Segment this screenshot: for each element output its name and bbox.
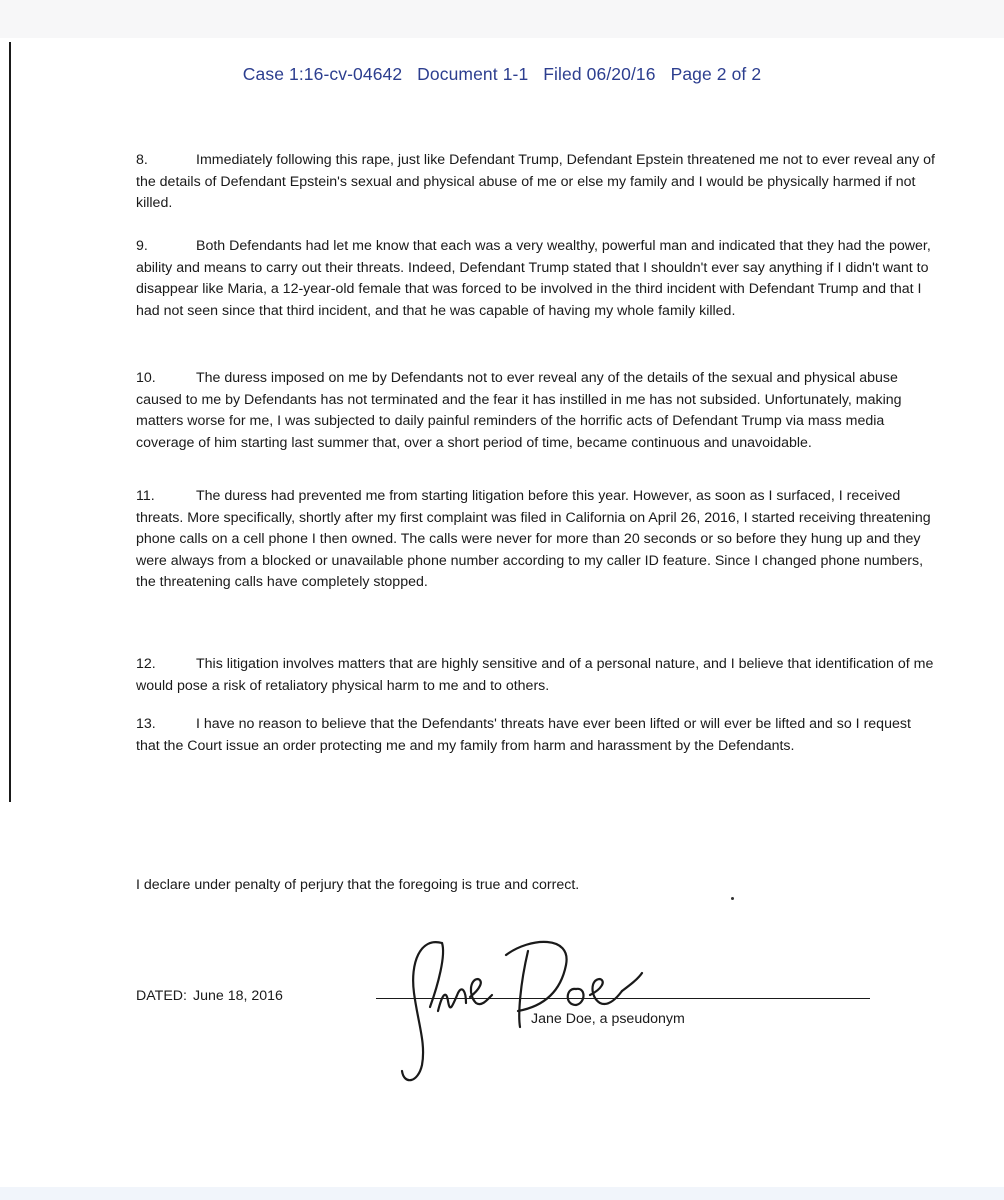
paragraph-10 (136, 368, 936, 454)
signer-name: Jane Doe, a pseudonym (531, 1011, 685, 1027)
paragraph-text: Both Defendants had let me know that each was a very wealthy, powerful man and indicated that they had the power, ability and means to carry out their threats. Indeed, Defendant Trump stated that I shouldn't ever say anything if I didn't want to disappear like Maria, a 12-year-old female that was forced to be involved in the third incident with Defendant Trump and that I had not seen since that third incident, and that he was capable of having my whole family killed. (136, 238, 931, 319)
paragraph-number: 11. (136, 488, 155, 504)
paragraph-8 (136, 150, 936, 215)
filed-date: Filed 06/20/16 (543, 64, 656, 84)
document-number: Document 1-1 (417, 64, 529, 84)
page-indicator: Page 2 of 2 (670, 64, 762, 84)
paragraph-number: 13. (136, 716, 156, 732)
paragraph-number: 10. (136, 370, 156, 386)
paragraph-text: The duress had prevented me from starting litigation before this year. However, as soon as I surfaced, I received threats. More specifically, shortly after my first complaint was filed in California on April 26, 2016, I started receiving threatening phone calls on a cell phone I then owned. The calls were never for more than 20 seconds or so before they hung up and they were always from a blocked or unavailable phone number according to my caller ID feature. Since I changed phone numbers, the threatening calls have completely stopped. (136, 488, 931, 590)
perjury-declaration: I declare under penalty of perjury that the foregoing is true and correct. (136, 877, 580, 893)
paragraph-9 (136, 236, 936, 322)
paragraph-text: I have no reason to believe that the Defendants' threats have ever been lifted or will ever be lifted and so I request that the Court issue an order protecting me and my family from harm and harassment by the Defendants. (136, 716, 911, 754)
dated-line (136, 986, 283, 1008)
paragraph-number: 8. (136, 152, 148, 168)
paragraph-12 (136, 654, 936, 697)
paragraph-number: 12. (136, 656, 156, 672)
paragraph-text: This litigation involves matters that are highly sensitive and of a personal nature, and I believe that identification of me would pose a risk of retaliatory physical harm to me and to others. (136, 656, 934, 694)
paragraph-text: Immediately following this rape, just like Defendant Trump, Defendant Epstein threatened me not to ever reveal any of the details of Defendant Epstein's sexual and physical abuse of me or else my family and I would be physically harmed if not killed. (136, 152, 935, 211)
paragraph-11 (136, 486, 936, 594)
top-frame-strip (0, 0, 1004, 38)
paragraph-number: 9. (136, 238, 148, 254)
case-number: Case 1:16-cv-04642 (242, 64, 403, 84)
dated-value: June 18, 2016 (192, 988, 283, 1004)
paragraph-13 (136, 714, 936, 757)
dated-label: DATED: (136, 988, 187, 1004)
scan-speck (731, 897, 734, 900)
paragraph-text: The duress imposed on me by Defendants not to ever reveal any of the details of the sexual and physical abuse caused to me by Defendants has not terminated and the fear it has instilled in me has not subsided. Unfortunately, making matters worse for me, I was subjected to daily painful reminders of the horrific acts of Defendant Trump via mass media coverage of him starting last summer that, over a short period of time, became continuous and unavoidable. (136, 370, 902, 451)
court-document-header (0, 64, 1004, 85)
handwritten-signature (380, 915, 680, 1095)
left-margin-rule (9, 42, 11, 802)
bottom-frame-strip (0, 1187, 1004, 1200)
